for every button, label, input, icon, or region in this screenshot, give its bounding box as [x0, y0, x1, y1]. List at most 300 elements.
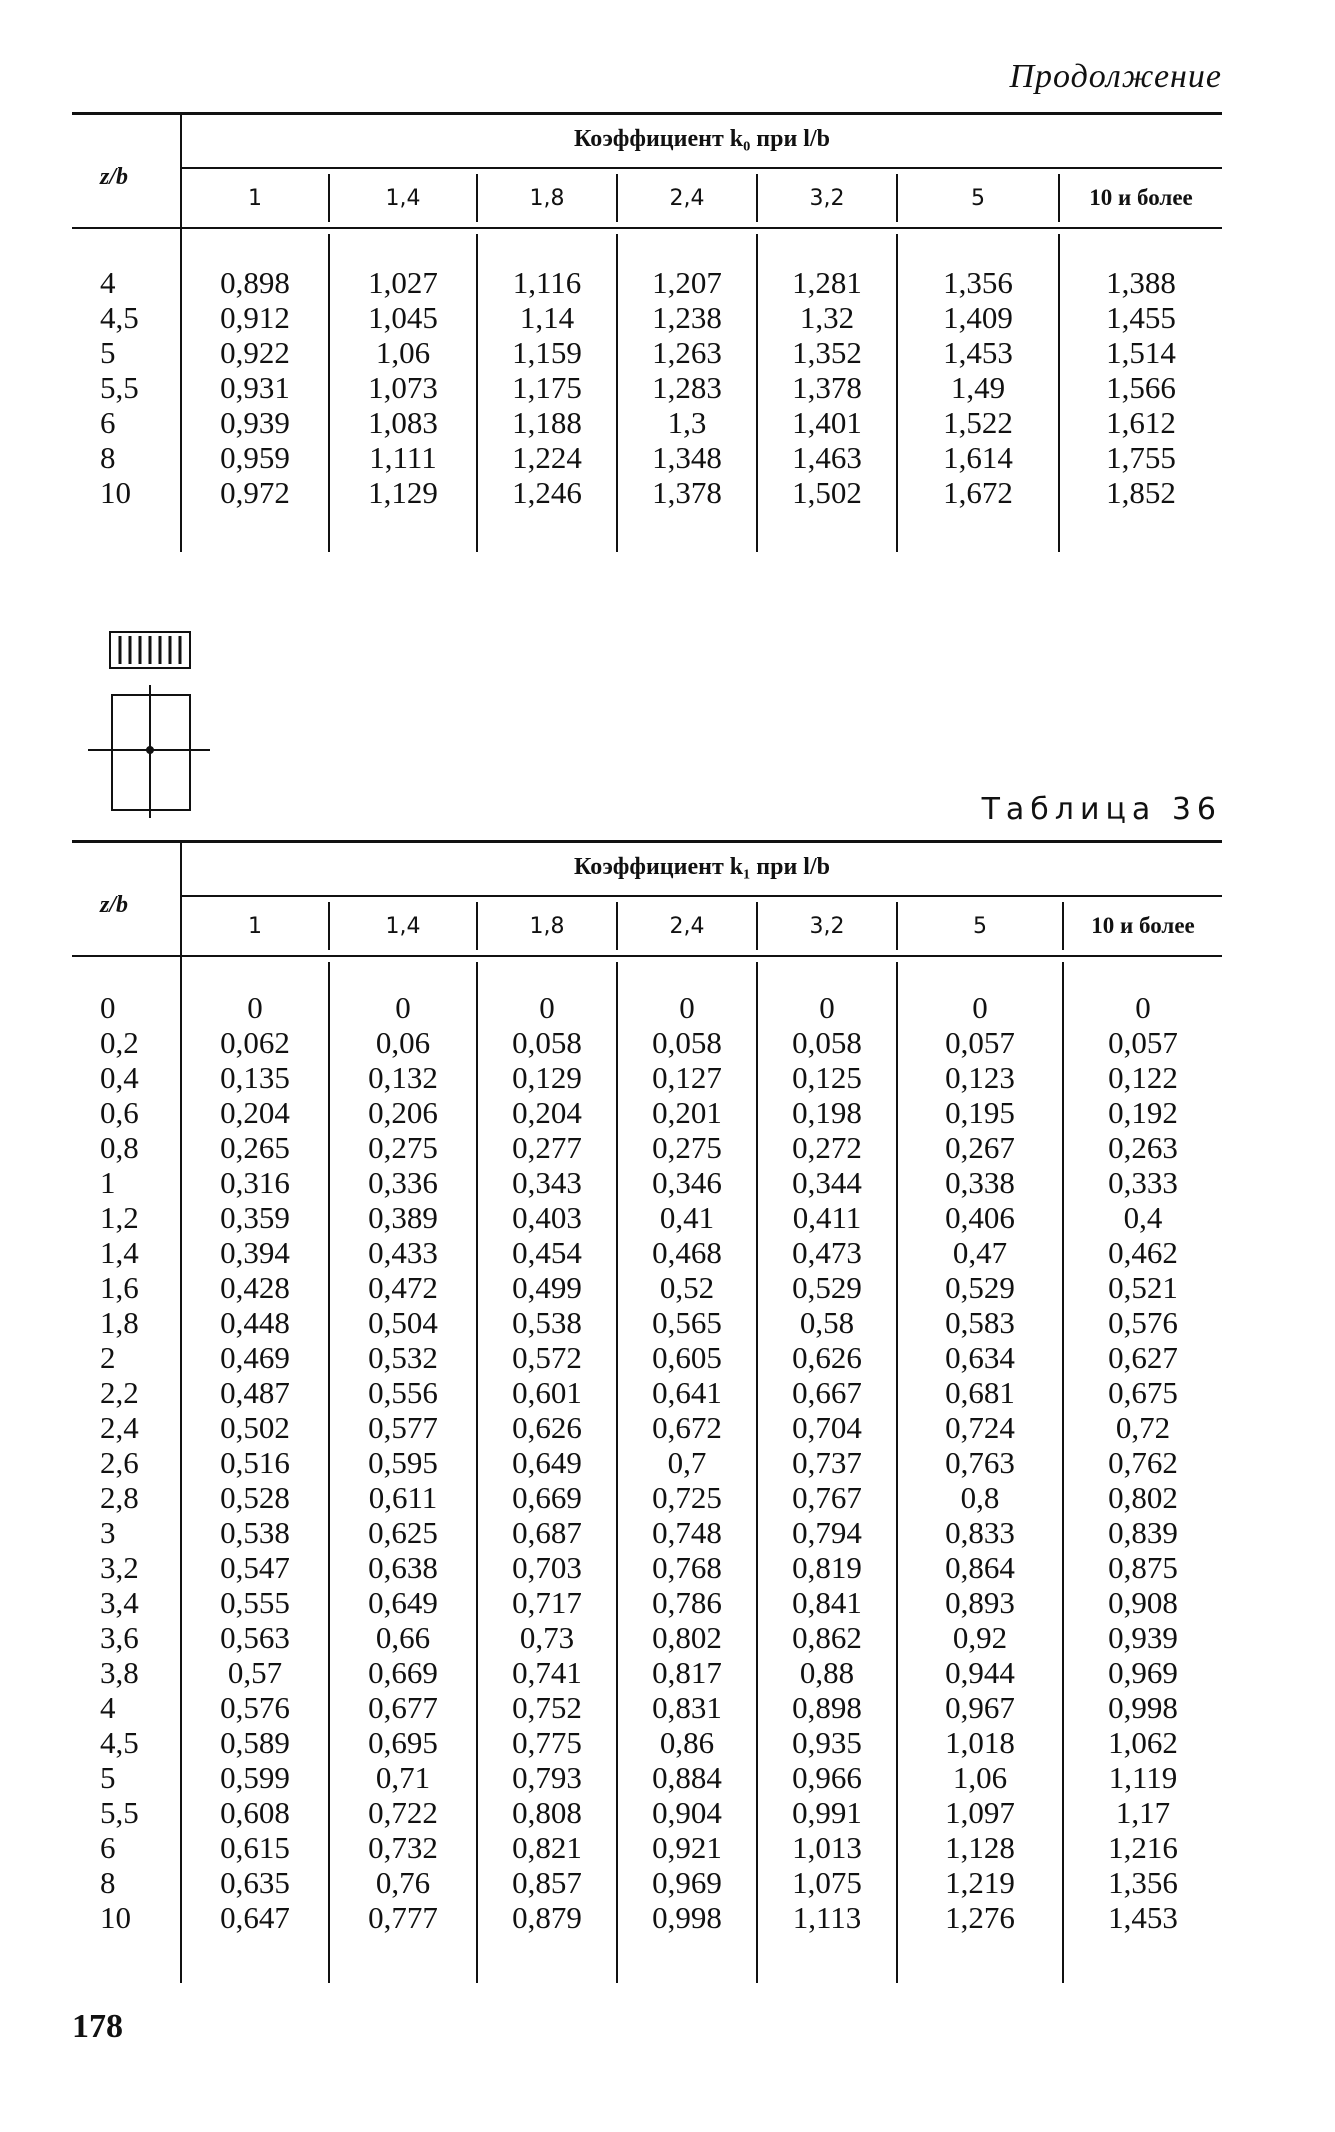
column-header: 1,4 — [385, 186, 421, 211]
z-value: 1,8 — [100, 1305, 139, 1340]
cell: 0,793 — [512, 1760, 582, 1795]
k1-column-1-8 — [478, 990, 616, 1935]
cell: 0,132 — [368, 1060, 438, 1095]
cell: 0,504 — [368, 1305, 438, 1340]
cell: 0,605 — [652, 1340, 722, 1375]
cell: 0 — [539, 990, 555, 1025]
column-header: 5 — [971, 186, 985, 211]
cell: 0,615 — [220, 1830, 290, 1865]
z-value: 3,2 — [100, 1550, 139, 1585]
column-header: 1,8 — [529, 914, 565, 939]
cell: 0,768 — [652, 1550, 722, 1585]
z-value: 4,5 — [100, 300, 139, 335]
k1-column-5 — [898, 990, 1062, 1935]
cell: 0,389 — [368, 1200, 438, 1235]
cell: 0,058 — [652, 1025, 722, 1060]
z-value: 0,4 — [100, 1060, 139, 1095]
column-header: 10 и более — [1089, 185, 1193, 210]
cell: 0,634 — [945, 1340, 1015, 1375]
z-value: 1,4 — [100, 1235, 139, 1270]
cell: 1,263 — [652, 335, 722, 370]
cell: 0,565 — [652, 1305, 722, 1340]
cell: 0 — [395, 990, 411, 1025]
z-value: 10 — [100, 475, 131, 510]
cell: 0 — [679, 990, 695, 1025]
k0-column-3-2 — [758, 265, 896, 510]
cell: 0,725 — [652, 1480, 722, 1515]
k0-column-1-4 — [330, 265, 476, 510]
cell: 0,73 — [519, 1620, 575, 1655]
z-value: 10 — [100, 1900, 131, 1935]
cell: 0,058 — [792, 1025, 862, 1060]
cell: 1,409 — [943, 300, 1013, 335]
cell: 0,972 — [220, 475, 290, 510]
cell: 0,921 — [652, 1830, 722, 1865]
cell: 0,195 — [945, 1095, 1015, 1130]
cell: 1,175 — [512, 370, 582, 405]
cell: 1,3 — [667, 405, 707, 440]
cell: 0,649 — [368, 1585, 438, 1620]
z-values-column — [100, 265, 180, 510]
cell: 0,555 — [220, 1585, 290, 1620]
cell: 0,939 — [220, 405, 290, 440]
z-value: 4,5 — [100, 1725, 139, 1760]
cell: 0,595 — [368, 1445, 438, 1480]
cell: 0,879 — [512, 1900, 582, 1935]
cell: 1,401 — [792, 405, 862, 440]
header-mid-rule — [182, 895, 1222, 897]
row-header: z/b — [100, 164, 129, 190]
row-header: z/b — [100, 892, 129, 918]
z-value: 3,8 — [100, 1655, 139, 1690]
table-top-rule — [72, 112, 1222, 115]
cell: 1,453 — [1108, 1900, 1178, 1935]
cell: 0,777 — [368, 1900, 438, 1935]
z-value: 4 — [100, 265, 116, 300]
cell: 0,359 — [220, 1200, 290, 1235]
cell: 1,276 — [945, 1900, 1015, 1935]
cell: 1,188 — [512, 405, 582, 440]
cell: 0,967 — [945, 1690, 1015, 1725]
cell: 0,821 — [512, 1830, 582, 1865]
cell: 1,614 — [943, 440, 1013, 475]
cell: 1,755 — [1106, 440, 1176, 475]
distributed-load-icon — [110, 632, 190, 668]
cell: 0,599 — [220, 1760, 290, 1795]
cell: 0,737 — [792, 1445, 862, 1480]
cell: 0,192 — [1108, 1095, 1178, 1130]
cell: 1,018 — [945, 1725, 1015, 1760]
cell: 0,864 — [945, 1550, 1015, 1585]
cell: 0,41 — [659, 1200, 715, 1235]
cell: 0,448 — [220, 1305, 290, 1340]
z-value: 0 — [100, 990, 116, 1025]
z-value: 5 — [100, 335, 116, 370]
cell: 0,198 — [792, 1095, 862, 1130]
cell: 0,752 — [512, 1690, 582, 1725]
z-value: 1,2 — [100, 1200, 139, 1235]
cell: 0,469 — [220, 1340, 290, 1375]
cell: 1,348 — [652, 440, 722, 475]
cell: 0,538 — [512, 1305, 582, 1340]
k1-column-2-4 — [618, 990, 756, 1935]
cell: 0,72 — [1115, 1410, 1171, 1445]
cell: 0,406 — [945, 1200, 1015, 1235]
cell: 1,207 — [652, 265, 722, 300]
cell: 1,128 — [945, 1830, 1015, 1865]
cell: 0,667 — [792, 1375, 862, 1410]
cell: 0,677 — [368, 1690, 438, 1725]
cell: 0,703 — [512, 1550, 582, 1585]
cell: 0,583 — [945, 1305, 1015, 1340]
column-header: 2,4 — [669, 914, 705, 939]
cell: 0,741 — [512, 1655, 582, 1690]
cell: 1,17 — [1115, 1795, 1171, 1830]
cell: 0,502 — [220, 1410, 290, 1445]
cell: 0,931 — [220, 370, 290, 405]
z-value: 8 — [100, 440, 116, 475]
cell: 0,732 — [368, 1830, 438, 1865]
cell: 1,119 — [1108, 1760, 1178, 1795]
cell: 0,122 — [1108, 1060, 1178, 1095]
column-header: 10 и более — [1091, 913, 1195, 938]
cell: 0,472 — [368, 1270, 438, 1305]
cell: 0,516 — [220, 1445, 290, 1480]
cell: 0,057 — [1108, 1025, 1178, 1060]
column-header: 5 — [973, 914, 987, 939]
cell: 0,884 — [652, 1760, 722, 1795]
cell: 0,547 — [220, 1550, 290, 1585]
column-header: 3,2 — [809, 914, 845, 939]
cell: 0,577 — [368, 1410, 438, 1445]
cell: 0,625 — [368, 1515, 438, 1550]
cell: 0,521 — [1108, 1270, 1178, 1305]
cell: 1,06 — [375, 335, 431, 370]
cell: 0,06 — [375, 1025, 431, 1060]
cell: 0,817 — [652, 1655, 722, 1690]
column-header: 2,4 — [669, 186, 705, 211]
z-value: 1 — [100, 1165, 116, 1200]
cell: 1,111 — [369, 440, 437, 475]
cell: 0,969 — [652, 1865, 722, 1900]
cell: 1,378 — [792, 370, 862, 405]
coefficient-header: Коэффициент k₁ при l/b — [574, 854, 830, 880]
cell: 0,898 — [220, 265, 290, 300]
table-k1 — [72, 840, 1222, 1983]
cell: 1,388 — [1106, 265, 1176, 300]
cell: 1,219 — [945, 1865, 1015, 1900]
cell: 0,966 — [792, 1760, 862, 1795]
cell: 0,998 — [652, 1900, 722, 1935]
cell: 0,675 — [1108, 1375, 1178, 1410]
k0-column-2-4 — [618, 265, 756, 510]
cell: 0,695 — [368, 1725, 438, 1760]
cell: 0,922 — [220, 335, 290, 370]
cell: 0,057 — [945, 1025, 1015, 1060]
cell: 0,572 — [512, 1340, 582, 1375]
cell: 0,344 — [792, 1165, 862, 1200]
cell: 0,669 — [512, 1480, 582, 1515]
cell: 0,76 — [375, 1865, 431, 1900]
cell: 0,635 — [220, 1865, 290, 1900]
header-bottom-rule — [72, 955, 1222, 957]
cell: 1,013 — [792, 1830, 862, 1865]
cell: 0,411 — [792, 1200, 862, 1235]
cell: 0,819 — [792, 1550, 862, 1585]
cell: 1,238 — [652, 300, 722, 335]
cell: 0,92 — [952, 1620, 1008, 1655]
cell: 0,576 — [220, 1690, 290, 1725]
cell: 0,062 — [220, 1025, 290, 1060]
cell: 1,566 — [1106, 370, 1176, 405]
cell: 0,649 — [512, 1445, 582, 1480]
cell: 0,57 — [227, 1655, 283, 1690]
cell: 0,626 — [512, 1410, 582, 1445]
cell: 0,626 — [792, 1340, 862, 1375]
cell: 1,083 — [368, 405, 438, 440]
cell: 0,669 — [368, 1655, 438, 1690]
cell: 0,944 — [945, 1655, 1015, 1690]
cell: 1,522 — [943, 405, 1013, 440]
cell: 0,893 — [945, 1585, 1015, 1620]
cell: 0,939 — [1108, 1620, 1178, 1655]
cell: 0,538 — [220, 1515, 290, 1550]
cell: 0,904 — [652, 1795, 722, 1830]
cell: 0,52 — [659, 1270, 715, 1305]
z-value: 3,4 — [100, 1585, 139, 1620]
z-value: 5,5 — [100, 1795, 139, 1830]
cell: 0,627 — [1108, 1340, 1178, 1375]
cell: 0,58 — [799, 1305, 855, 1340]
cell: 0,275 — [368, 1130, 438, 1165]
cell: 1,14 — [519, 300, 575, 335]
column-header: 1 — [248, 186, 262, 211]
cell: 0,935 — [792, 1725, 862, 1760]
k1-column-3-2 — [758, 990, 896, 1935]
cell: 1,852 — [1106, 475, 1176, 510]
cell: 1,216 — [1108, 1830, 1178, 1865]
cell: 0,336 — [368, 1165, 438, 1200]
cell: 1,027 — [368, 265, 438, 300]
cell: 1,463 — [792, 440, 862, 475]
z-value: 2,4 — [100, 1410, 139, 1445]
table-36-label: Таблица 36 — [981, 792, 1222, 827]
cell: 0,717 — [512, 1585, 582, 1620]
cell: 0,841 — [792, 1585, 862, 1620]
cell: 0,487 — [220, 1375, 290, 1410]
cell: 0,786 — [652, 1585, 722, 1620]
cell: 0,265 — [220, 1130, 290, 1165]
z-value: 3 — [100, 1515, 116, 1550]
cell: 1,352 — [792, 335, 862, 370]
cell: 1,672 — [943, 475, 1013, 510]
cell: 0,563 — [220, 1620, 290, 1655]
z-value: 5 — [100, 1760, 116, 1795]
cell: 0,88 — [799, 1655, 855, 1690]
cell: 0,7 — [667, 1445, 707, 1480]
cell: 0,277 — [512, 1130, 582, 1165]
cell: 0 — [1135, 990, 1151, 1025]
coefficient-header: Коэффициент k₀ при l/b — [574, 126, 830, 152]
header-bottom-rule — [72, 227, 1222, 229]
cell: 1,062 — [1108, 1725, 1178, 1760]
column-header: 1,8 — [529, 186, 565, 211]
z-value: 2,8 — [100, 1480, 139, 1515]
cell: 0,4 — [1123, 1200, 1163, 1235]
page-number: 178 — [72, 2008, 123, 2045]
cell: 0,204 — [512, 1095, 582, 1130]
k0-column-1-8 — [478, 265, 616, 510]
cell: 0,641 — [652, 1375, 722, 1410]
cell: 0,454 — [512, 1235, 582, 1270]
cell: 0,831 — [652, 1690, 722, 1725]
cell: 0,794 — [792, 1515, 862, 1550]
cell: 0,681 — [945, 1375, 1015, 1410]
cell: 0 — [972, 990, 988, 1025]
cell: 1,612 — [1106, 405, 1176, 440]
cell: 0,647 — [220, 1900, 290, 1935]
cell: 0,71 — [375, 1760, 431, 1795]
k0-column-1 — [182, 265, 328, 510]
cell: 1,283 — [652, 370, 722, 405]
cell: 0,576 — [1108, 1305, 1178, 1340]
z-value: 6 — [100, 1830, 116, 1865]
cell: 1,514 — [1106, 335, 1176, 370]
cell: 1,281 — [792, 265, 862, 300]
z-value: 4 — [100, 1690, 116, 1725]
cell: 0,833 — [945, 1515, 1015, 1550]
k1-column-1-4 — [330, 990, 476, 1935]
table-k0 — [72, 112, 1222, 552]
k1-column-1 — [182, 990, 328, 1935]
cell: 1,356 — [1108, 1865, 1178, 1900]
cell: 0,762 — [1108, 1445, 1178, 1480]
cell: 0,346 — [652, 1165, 722, 1200]
header-mid-rule — [182, 167, 1222, 169]
cell: 0,969 — [1108, 1655, 1178, 1690]
foundation-plan-icon — [88, 685, 210, 818]
cell: 0,343 — [512, 1165, 582, 1200]
cell: 0,589 — [220, 1725, 290, 1760]
cell: 0,912 — [220, 300, 290, 335]
cell: 1,116 — [512, 265, 582, 300]
z-value: 0,8 — [100, 1130, 139, 1165]
z-value: 1,6 — [100, 1270, 139, 1305]
cell: 1,159 — [512, 335, 582, 370]
cell: 1,32 — [799, 300, 855, 335]
cell: 0,272 — [792, 1130, 862, 1165]
cell: 1,129 — [368, 475, 438, 510]
cell: 0,704 — [792, 1410, 862, 1445]
cell: 0,528 — [220, 1480, 290, 1515]
cell: 1,06 — [952, 1760, 1008, 1795]
cell: 0,529 — [945, 1270, 1015, 1305]
column-header: 3,2 — [809, 186, 845, 211]
cell: 1,113 — [792, 1900, 862, 1935]
cell: 0,908 — [1108, 1585, 1178, 1620]
cell: 0,129 — [512, 1060, 582, 1095]
cell: 1,097 — [945, 1795, 1015, 1830]
cell: 0,8 — [960, 1480, 1000, 1515]
cell: 0,608 — [220, 1795, 290, 1830]
cell: 1,075 — [792, 1865, 862, 1900]
cell: 0,204 — [220, 1095, 290, 1130]
cell: 0,991 — [792, 1795, 862, 1830]
cell: 0,468 — [652, 1235, 722, 1270]
cell: 0,638 — [368, 1550, 438, 1585]
cell: 0,263 — [1108, 1130, 1178, 1165]
z-value: 2,6 — [100, 1445, 139, 1480]
cell: 0,748 — [652, 1515, 722, 1550]
cell: 0,462 — [1108, 1235, 1178, 1270]
cell: 0,556 — [368, 1375, 438, 1410]
cell: 0 — [247, 990, 263, 1025]
cell: 0,724 — [945, 1410, 1015, 1445]
z-value: 3,6 — [100, 1620, 139, 1655]
cell: 0,767 — [792, 1480, 862, 1515]
cell: 0,775 — [512, 1725, 582, 1760]
z-value: 0,6 — [100, 1095, 139, 1130]
cell: 0,86 — [659, 1725, 715, 1760]
load-scheme-diagram — [80, 620, 220, 820]
cell: 1,045 — [368, 300, 438, 335]
cell: 1,502 — [792, 475, 862, 510]
cell: 0,802 — [1108, 1480, 1178, 1515]
cell: 0,135 — [220, 1060, 290, 1095]
cell: 0,808 — [512, 1795, 582, 1830]
cell: 0,532 — [368, 1340, 438, 1375]
cell: 0,428 — [220, 1270, 290, 1305]
z-value: 2,2 — [100, 1375, 139, 1410]
cell: 0,857 — [512, 1865, 582, 1900]
cell: 0,058 — [512, 1025, 582, 1060]
cell: 0,125 — [792, 1060, 862, 1095]
cell: 0,722 — [368, 1795, 438, 1830]
cell: 1,49 — [950, 370, 1006, 405]
column-header: 1,4 — [385, 914, 421, 939]
cell: 0,611 — [368, 1480, 438, 1515]
table-top-rule — [72, 840, 1222, 843]
cell: 0,672 — [652, 1410, 722, 1445]
cell: 0,267 — [945, 1130, 1015, 1165]
z-value: 6 — [100, 405, 116, 440]
cell: 1,246 — [512, 475, 582, 510]
cell: 0,802 — [652, 1620, 722, 1655]
cell: 1,378 — [652, 475, 722, 510]
cell: 0,601 — [512, 1375, 582, 1410]
cell: 0,998 — [1108, 1690, 1178, 1725]
cell: 0,763 — [945, 1445, 1015, 1480]
cell: 0,529 — [792, 1270, 862, 1305]
cell: 0 — [819, 990, 835, 1025]
cell: 1,453 — [943, 335, 1013, 370]
cell: 0,839 — [1108, 1515, 1178, 1550]
cell: 0,394 — [220, 1235, 290, 1270]
z-value: 2 — [100, 1340, 116, 1375]
cell: 0,316 — [220, 1165, 290, 1200]
z-value: 8 — [100, 1865, 116, 1900]
cell: 0,275 — [652, 1130, 722, 1165]
cell: 0,66 — [375, 1620, 431, 1655]
cell: 0,206 — [368, 1095, 438, 1130]
cell: 1,073 — [368, 370, 438, 405]
cell: 0,898 — [792, 1690, 862, 1725]
cell: 0,959 — [220, 440, 290, 475]
cell: 1,455 — [1106, 300, 1176, 335]
cell: 0,862 — [792, 1620, 862, 1655]
k1-column-10-plus — [1064, 990, 1222, 1935]
cell: 0,127 — [652, 1060, 722, 1095]
